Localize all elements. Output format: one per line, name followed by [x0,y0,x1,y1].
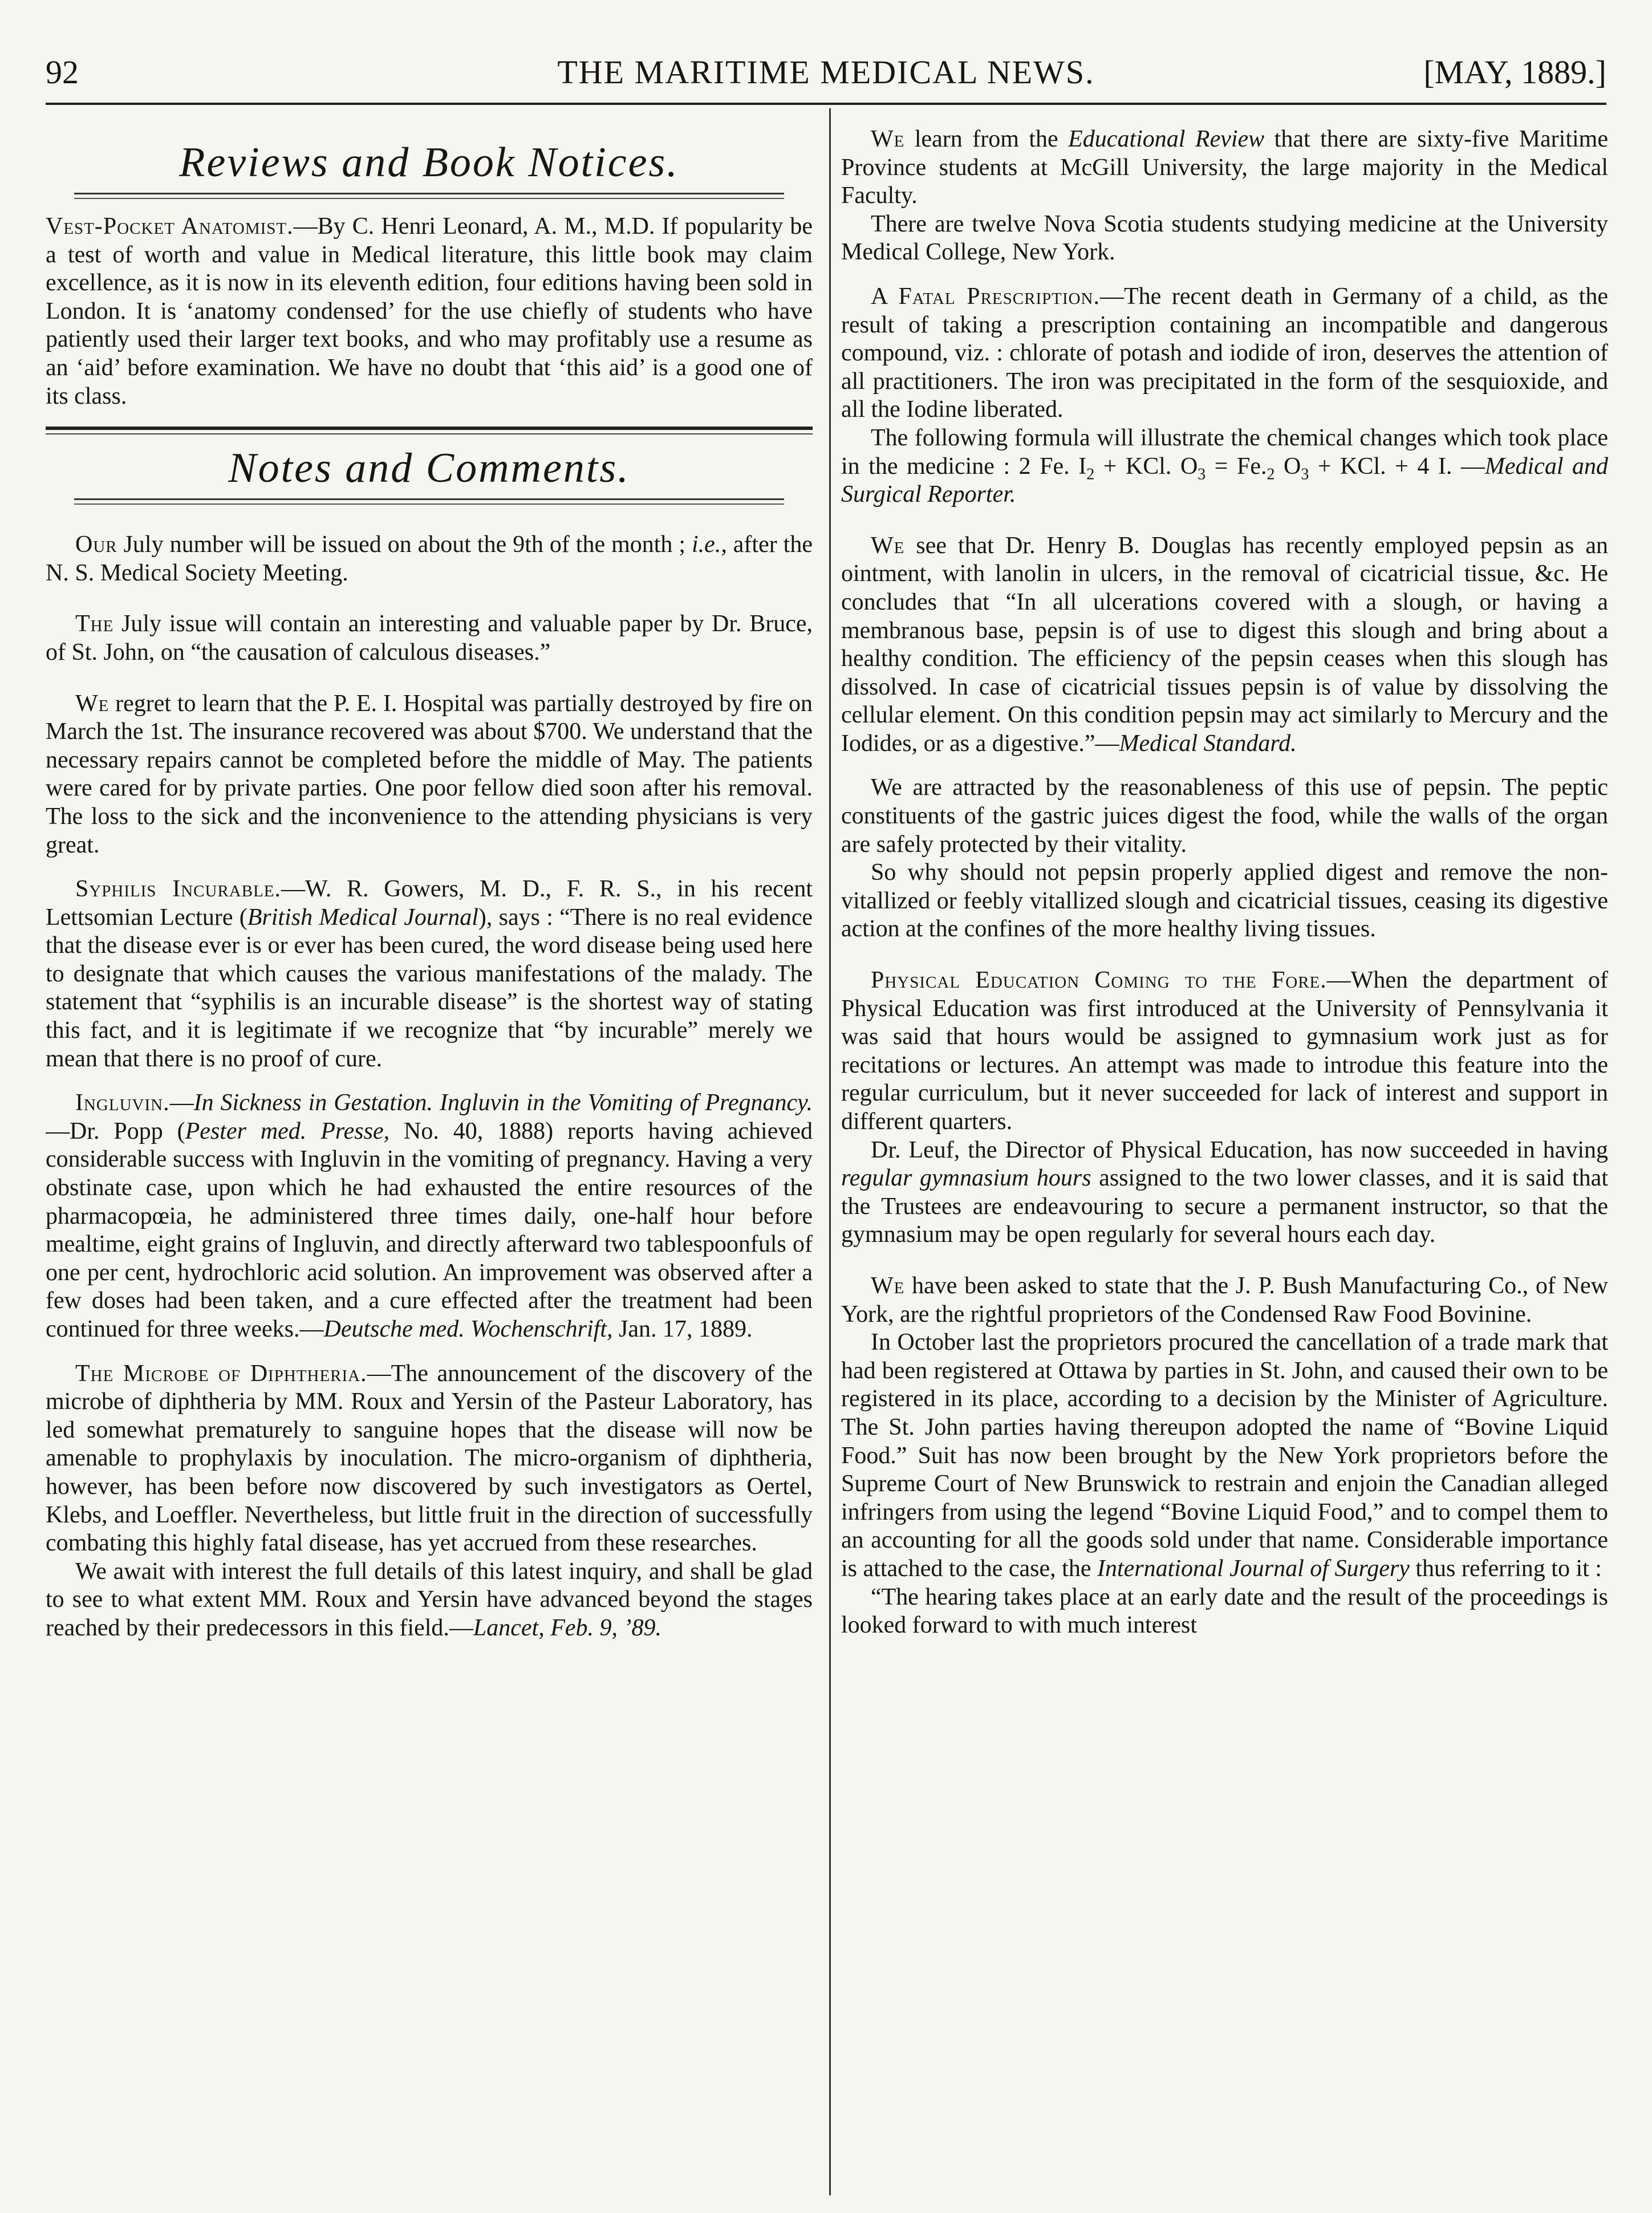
note-italic: Medical Standard. [1119,730,1297,757]
note-hearing-quote: “The hearing takes place at an early date and the result of the proceedings is looked forward to with much interest [841,1583,1608,1639]
note-italic: In Sickness in Gestation. Ingluvin in the Vomiting of Pregnancy. [193,1090,813,1116]
formula-part: = Fe. [1205,453,1267,480]
note-july-issue [46,610,813,667]
section-heading-notes: Notes and Comments. [228,445,630,492]
note-lead: Our [75,531,117,558]
note-body: July number will be issued on about the 9th of the month ; [117,531,692,558]
note-nova-scotia: There are twelve Nova Scotia students studying medicine at the University Medical College, New York. [841,210,1608,266]
note-lead: We [871,532,905,559]
issue-date: [MAY, 1889.] [1423,54,1606,91]
note-pei-hospital [46,690,813,860]
note-physical-education [841,967,1608,1136]
note-body: that there are sixty-five Maritime Province students at McGill University, the large majority in the Medical Faculty. [841,126,1608,209]
formula-part: + KCl. + 4 I. [1309,453,1452,480]
note-body: Jan. 17, 1889. [612,1316,753,1342]
note-bush-manufacturing [841,1272,1608,1329]
note-body: ), says : “There is no real evidence that the disease ever is or ever has been cured, the word disease being used here to designate that which causes the various manifestations of the malady. The statement that “syphilis is an incurable disease” is the shortest way of stating this fact, and it is legitimate if we recognize that “by incurable” merely we mean that there is no proof of cure. [46,904,813,1072]
note-mcgill [841,125,1608,210]
note-body: July issue will contain an interesting and valuable paper by Dr. Bruce, of St. John, on “the causation of calculous diseases.” [46,611,813,665]
note-body: No. 40, 1888) reports having achieved considerable success with Ingluvin in the vomiting of pregnancy. Having a very obstinate case, upon which he had exhausted the entire resources of the pharmacopœia, he administered three times daily, one-half hour before mealtime, eight grains of Ingluvin, and directly afterward two tablespoonfuls of one per cent, hydrochloric acid solution. An improvement was observed after a few doses had been taken, and a cure effected after the treatment had been continued for three weeks.— [46,1118,813,1342]
note-lead: The [75,611,114,637]
note-body: We await with interest the full details of this latest inquiry, and shall be glad to see to what extent MM. Roux and Yersin have advanced beyond the stages reached by their predecessors in this field.— [46,1558,813,1641]
note-formula [841,424,1608,509]
note-lead: The Microbe of Diphtheria. [75,1360,367,1387]
note-july-number [46,531,813,587]
section-rule [74,498,784,505]
note-italic: Lancet, Feb. 9, ’89. [473,1614,662,1641]
note-italic: Deutsche med. Wochenschrift, [323,1316,613,1342]
note-body: — [1452,453,1485,480]
journal-title: THE MARITIME MEDICAL NEWS. [557,54,1095,91]
note-lead: We [871,1272,905,1299]
formula-part: 2 Fe. I [1018,453,1087,480]
note-pepsin-ointment [841,532,1608,758]
note-body: Dr. Leuf, the Director of Physical Education, has now succeeded in having [871,1136,1608,1163]
section-rule-thin [46,433,813,435]
note-italic: regular gymnasium hours [841,1165,1091,1192]
formula-part: + KCl. O [1094,453,1198,480]
section-rule [74,193,784,199]
note-body: —The announcement of the discovery of the microbe of diphtheria by MM. Roux and Yersin of the Pasteur Laboratory, has led somewhat prematurely to sanguine hopes that the disease will now be amenable to prophylaxis by inoculation. The micro-organism of diphtheria, however, has been before now discovered by such investigators as Oertel, Klebs, and Loeffler. Nevertheless, but little fruit in the direction of successfully combating this highly fatal disease, has yet accrued from these researches. [46,1360,813,1557]
note-syphilis-incurable [46,875,813,1073]
note-body: regret to learn that the P. E. I. Hospital was partially destroyed by fire on March the 1st. The insurance recovered was about $700. We understand that the necessary repairs cannot be completed before the middle of May. The patients were cared for by private parties. One poor fellow died soon after his removal. The loss to the sick and the inconvenience to the attending physicians is very great. [46,690,813,858]
page-number: 92 [46,54,79,91]
note-body: see that Dr. Henry B. Douglas has recently employed pepsin as an ointment, with lanolin in ulcers, in the removal of cicatricial tissue, &c. He concludes that “In all ulcerations covered with a slough, or having a membranous base, pepsin is of use to digest this slough and bring about a healthy condition. The efficiency of the pepsin ceases when this slough has dissolved. In case of cicatricial tissues pepsin is of value by dissolving the cellular element. On this condition pepsin may act similarly to Mercury and the Iodides, or as a digestive.”— [841,532,1608,757]
article-lead: Vest-Pocket Anatomist. [46,213,294,239]
note-italic: Pester med. Presse, [185,1118,390,1144]
note-microbe-diphtheria-cont [46,1558,813,1643]
formula-subscript: 3 [1198,465,1206,483]
note-italic: British Medical Journal [247,904,478,931]
note-body: have been asked to state that the J. P. Bush Manufacturing Co., of New York, are the rightful proprietors of the Condensed Raw Food Bovinine. [841,1272,1608,1327]
note-body: after the N. S. Medical Society Meeting. [46,531,813,586]
note-bovine-trade-mark [841,1329,1608,1583]
note-lead: We [75,690,109,717]
formula-part: O [1274,453,1301,480]
note-body: thus referring to it : [1409,1555,1602,1582]
note-ingluvin [46,1089,813,1343]
article-body: —By C. Henri Leonard, A. M., M.D. If popularity be a test of worth and value in Medical literature, this little book may claim excellence, as it is now in its eleventh edition, four editions having been sold in London. It is ‘anatomy condensed’ for the use chiefly of students who have patiently used their larger text books, and who may profitably use a resume as an ‘aid’ before examination. We have no doubt that ‘this aid’ is a good one of its class. [46,213,813,409]
article-vest-pocket-anatomist [46,213,813,411]
note-dr-leuf [841,1136,1608,1249]
note-body: assigned to the two lower classes, and it is said that the Trustees are endeavouring to secure a permanent instructor, so that the gymnasium may be open regularly for several hours each day. [841,1165,1608,1248]
note-body: In October last the proprietors procured the cancellation of a trade mark that had been registered at Ottawa by parties in St. John, and caused their own to be registered in its place, according to a decision by the Minister of Agriculture. The St. John parties having thereupon adopted the name of “Bovine Liquid Food.” Suit has now been brought by the New York proprietors before the Supreme Court of New Brunswick to restrain and enjoin the Canadian alleged infringers from using the legend “Bovine Liquid Food,” and to compel them to an accounting for all the goods sold under that name. Considerable importance is attached to the case, the [841,1329,1608,1582]
note-pepsin-why-not: So why should not pepsin properly applied digest and remove the non-vitallized or feebly vitallized slough and cicatricial tissues, ceasing its digestive action at the confines of the more healthy living tissues. [841,859,1608,943]
note-lead: We [871,126,905,152]
note-body: —Dr. Popp ( [46,1118,185,1144]
note-microbe-diphtheria [46,1360,813,1558]
section-heading-reviews: Reviews and Book Notices. [179,139,679,186]
note-body: The following formula will illustrate the chemical changes which took place in the medicine : [841,424,1608,480]
running-head [46,47,1606,98]
note-lead: Syphilis Incurable. [75,876,282,903]
note-italic: Educational Review [1068,126,1265,152]
chemical-formula [1018,453,1452,483]
note-pepsin-attracted: We are attracted by the reasonableness of this use of pepsin. The peptic constituents of the gastric juices digest the food, while the walls of the organ are safely protected by their vitality. [841,774,1608,858]
left-column [46,125,813,2190]
note-italic: Medical and Surgical Reporter. [841,453,1608,508]
formula-subscript: 2 [1086,465,1095,483]
formula-subscript: 2 [1267,465,1275,483]
header-rule [46,103,1606,105]
section-rule-thick [46,427,813,430]
formula-subscript: 3 [1301,465,1309,483]
note-italic: i.e., [692,531,727,558]
note-lead: A Fatal Prescription. [871,283,1100,310]
note-fatal-prescription [841,283,1608,424]
note-lead: Physical Education Coming to the Fore. [871,967,1327,994]
column-divider [829,108,831,2195]
note-lead: Ingluvin. [75,1090,170,1116]
note-body: — [169,1090,194,1116]
note-body: —When the department of Physical Education was first introduced at the University of Pennsylvania it was said that hours would be assigned to gymnasium work just as for recitations or lectures. An attempt was made to introdue this feature into the regular curriculum, but it never succeeded for lack of interest and support in different quarters. [841,967,1608,1135]
note-body: —W. R. Gowers, M. D., F. R. S., in his recent Lettsomian Lecture ( [46,876,813,931]
right-column [841,125,1608,2190]
note-body: —The recent death in Germany of a child, as the result of taking a prescription containing an incompatible and dangerous compound, viz. : chlorate of potash and iodide of iron, deserves the attention of all practitioners. The iron was precipitated in the form of the sesquioxide, and all the Iodine liberated. [841,283,1608,423]
note-italic: International Journal of Surgery [1097,1555,1410,1582]
note-body: learn from the [904,126,1069,152]
